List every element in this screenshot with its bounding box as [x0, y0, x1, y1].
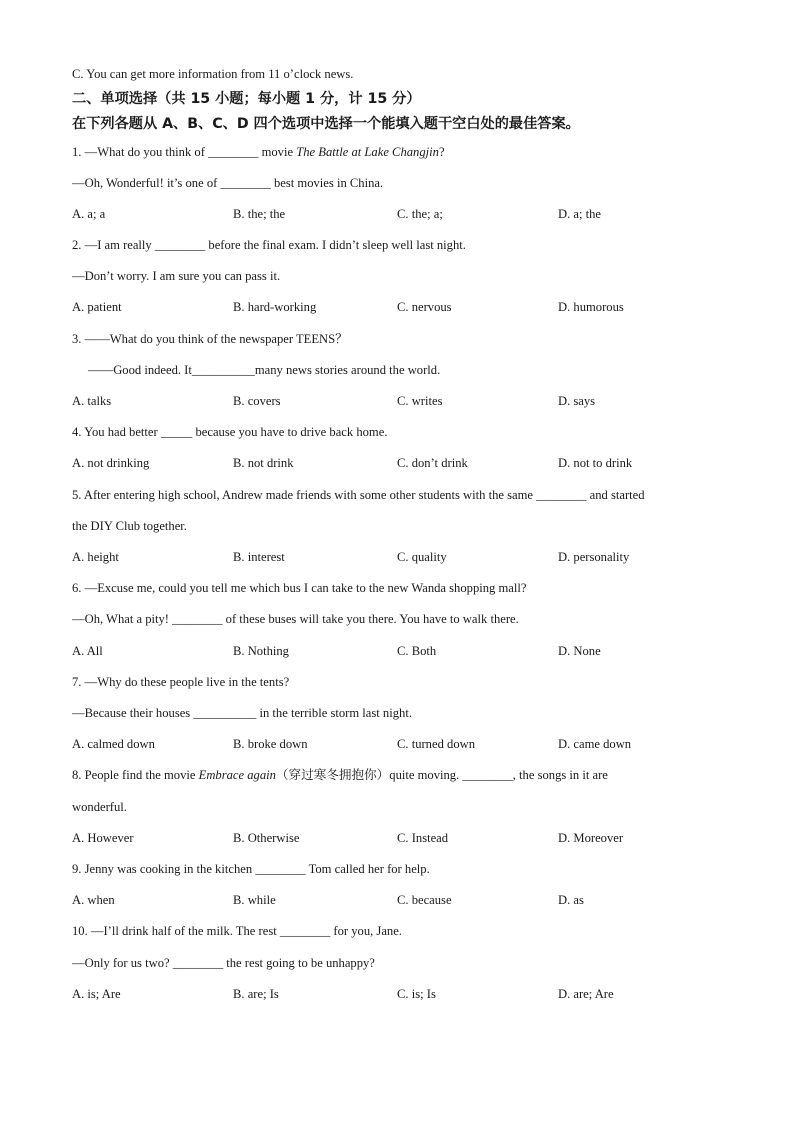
question-text: —Only for us two? ________ the rest going to be unhappy? — [72, 956, 375, 970]
question-4-line-1 — [72, 424, 387, 440]
option-b: B. are; Is — [233, 987, 279, 1001]
option-d: D. a; the — [558, 207, 602, 221]
option-c: C. nervous — [397, 300, 452, 314]
question-text: 7. —Why do these people live in the tents? — [72, 675, 290, 689]
option-d: D. personality — [558, 550, 630, 564]
question-text: ? — [438, 145, 445, 159]
question-text: 9. Jenny was cooking in the kitchen ________ Tom called her for help. — [72, 862, 430, 876]
option-c: C. Instead — [397, 831, 449, 845]
question-text: 4. You had better _____ because you have to drive back home. — [72, 425, 388, 439]
option-d: D. None — [558, 644, 601, 658]
question-text: 6. —Excuse me, could you tell me which bus I can take to the new Wanda shopping mall? — [72, 581, 527, 595]
question-9-line-1 — [72, 861, 430, 877]
option-a: A. a; a — [72, 207, 106, 221]
option-c: C. is; Is — [397, 987, 436, 1001]
question-5-line-1 — [72, 487, 645, 503]
option-a: A. is; Are — [72, 987, 121, 1001]
question-3-line-2 — [88, 362, 440, 378]
option-b: B. broke down — [233, 737, 308, 751]
option-a: A. All — [72, 644, 103, 658]
section-instruction: 在下列各题从 A、B、C、D 四个选项中选择一个能填入题干空白处的最佳答案。 — [72, 116, 580, 132]
question-8-line-2 — [72, 799, 127, 815]
question-1-line-1 — [72, 144, 445, 160]
option-d: D. as — [558, 893, 584, 907]
question-7-line-2 — [72, 705, 412, 721]
option-d: D. came down — [558, 737, 632, 751]
question-text: wonderful. — [72, 800, 127, 814]
previous-option-line: C. You can get more information from 11 o’clock news. — [72, 67, 354, 81]
section-title: 二、单项选择（共 15 小题；每小题 1 分，计 15 分） — [72, 91, 421, 107]
question-title-italic: Embrace again — [198, 768, 276, 782]
option-a: A. calmed down — [72, 737, 155, 751]
question-text: 2. —I am really ________ before the final exam. I didn’t sleep well last night. — [72, 238, 466, 252]
question-text: —Oh, What a pity! ________ of these buses will take you there. You have to walk there. — [72, 612, 519, 626]
option-b: B. hard-working — [233, 300, 317, 314]
question-text: —Don’t worry. I am sure you can pass it. — [72, 269, 281, 283]
question-10-line-1 — [72, 923, 402, 939]
option-c: C. Both — [397, 644, 437, 658]
question-3-line-1 — [72, 331, 348, 347]
question-6-line-1 — [72, 580, 526, 596]
option-c: C. turned down — [397, 737, 476, 751]
option-b: B. Nothing — [233, 644, 289, 658]
question-10-line-2 — [72, 955, 375, 971]
question-text: 8. People find the movie — [72, 768, 199, 782]
question-title-italic: The Battle at Lake Changjin — [296, 145, 439, 159]
option-d: D. says — [558, 394, 596, 408]
question-6-line-2 — [72, 611, 519, 627]
question-text: 5. After entering high school, Andrew made friends with some other students with the same ________ and started — [72, 488, 645, 502]
option-a: A. when — [72, 893, 115, 907]
option-b: B. not drink — [233, 456, 294, 470]
option-b: B. interest — [233, 550, 285, 564]
option-b: B. while — [233, 893, 276, 907]
question-text: —Because their houses __________ in the terrible storm last night. — [72, 706, 412, 720]
option-a: A. talks — [72, 394, 112, 408]
option-a: A. patient — [72, 300, 122, 314]
question-2-line-2 — [72, 268, 280, 284]
option-c: C. writes — [397, 394, 443, 408]
option-b: B. the; the — [233, 207, 286, 221]
question-text: （穿过寒冬拥抱你）quite moving. ________, the songs in it are — [275, 768, 608, 782]
question-text: the DIY Club together. — [72, 519, 187, 533]
option-b: B. Otherwise — [233, 831, 300, 845]
option-d: D. Moreover — [558, 831, 624, 845]
option-c: C. because — [397, 893, 452, 907]
question-8-line-1 — [72, 767, 608, 783]
question-text: —Oh, Wonderful! it’s one of ________ best movies in China. — [72, 176, 384, 190]
option-d: D. are; Are — [558, 987, 614, 1001]
option-c: C. the; a; — [397, 207, 443, 221]
option-a: A. However — [72, 831, 134, 845]
option-a: A. not drinking — [72, 456, 150, 470]
option-d: D. humorous — [558, 300, 624, 314]
option-c: C. quality — [397, 550, 447, 564]
question-2-line-1 — [72, 237, 466, 253]
option-a: A. height — [72, 550, 119, 564]
question-5-line-2 — [72, 518, 187, 534]
question-text: 10. —I’ll drink half of the milk. The rest ________ for you, Jane. — [72, 924, 402, 938]
question-7-line-1 — [72, 674, 289, 690]
option-b: B. covers — [233, 394, 281, 408]
question-text: 3. ——What do you think of the newspaper TEENS？ — [72, 332, 348, 346]
question-text: ——Good indeed. It__________many news stories around the world. — [88, 363, 441, 377]
option-c: C. don’t drink — [397, 456, 468, 470]
question-1-line-2 — [72, 175, 383, 191]
question-text: 1. —What do you think of ________ movie — [72, 145, 297, 159]
option-d: D. not to drink — [558, 456, 633, 470]
